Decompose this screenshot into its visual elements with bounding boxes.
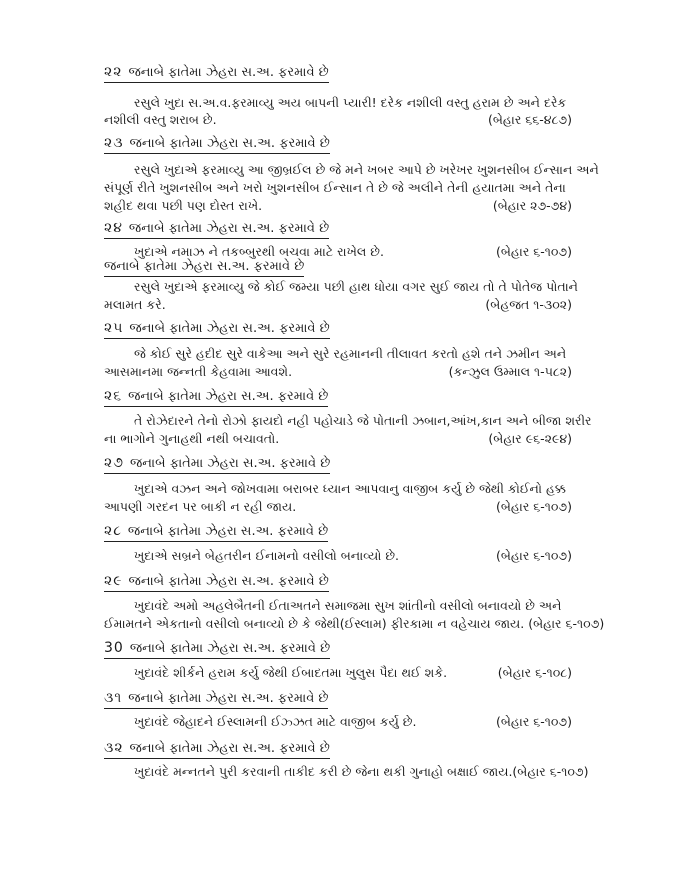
entry-title: જનાબે ફાતેમા ઝેહરા સ.અ. ફરમાવે છે	[129, 321, 330, 336]
entry-number: ૨૯	[104, 573, 123, 589]
entry-reference: (બેહાર ૬૬-૪૮૭)	[487, 112, 572, 127]
entry-reference: (બેહાર ૬-૧૦૭)	[495, 548, 572, 563]
entry-heading	[104, 259, 304, 277]
entry-reference: (કન્ઝુલ ઉમ્માલ ૧-૫૮૨)	[448, 364, 572, 379]
entry-number: ૨૩	[104, 135, 124, 151]
entry-text-line: જે કોઈ સુરે હદીદ સુરે વાકેઆ અને સુરે રહમાનની તીલાવત કરતો હશે તને ઝમીન અને	[134, 346, 567, 361]
entry-text-line: ખુદાવંદે મન્નતને પુરી કરવાની તાકીદ કરી છે જેના થકી ગુનાહો બક્ષાઈ જાય.(બેહાર ૬-૧૦૭)	[134, 764, 589, 779]
entry-reference: (બેહાર ૬-૧૦૭)	[495, 714, 572, 729]
entry-number: ૩૨	[104, 740, 124, 756]
entry-text-line: ખુદાવંદે અમો અહલેબૈતની ઈતાઅતને સમાજમા સુખ શાંતીનો વસીલો બનાવયો છે અને	[134, 598, 562, 613]
entry-text-line: ઈમામતને એકતાનો વસીલો બનાવ્યો છે કે જેથી(ઈસ્લામ) ફીરકામા ન વહેચાય જાય. (બેહાર ૬-૧૦૭)	[104, 616, 605, 631]
entry-text-line: ખુદાવંદે શીર્કને હરામ કર્યુ જેથી ઈબાદતમા ખુલુસ પૈદા થઈ શકે.	[134, 665, 448, 680]
entry-reference: (બેહાર ૬-૧૦૭)	[495, 499, 572, 514]
entry-text-line: રસુલે ખુદાએ ફરમાવ્યુ આ જીબ્રઈલ છે જે મને ખબર આપે છે ખરેખર ખુશનસીબ ઈન્સાન અને	[134, 162, 599, 177]
entry-text-line: આપણી ગરદન પર બાકી ન રહી જાય.	[104, 499, 297, 514]
entry-title: જનાબે ફાતેમા ઝેહરા સ.અ. ફરમાવે છે	[129, 741, 330, 756]
entry-number: ૩૧	[104, 690, 123, 706]
entry-title: જનાબે ફાતેમા ઝેહરા સ.અ. ફરમાવે છે	[127, 524, 329, 539]
entry-text-line: ખુદાએ વઝન અને જોખવામા બરાબર ધ્યાન આપવાનુ વાજીબ કર્યુ છે જેથી કોઈનો હક્ક	[134, 481, 566, 496]
entry-text-line: આસમાનમા જન્નતી કેહવામા આવશે.	[104, 364, 293, 379]
entry-title: જનાબે ફાતેમા ઝેહરા સ.અ. ફરમાવે છે	[128, 691, 329, 706]
entry-title: જનાબે ફાતેમા ઝેહરા સ.અ. ફરમાવે છે	[128, 221, 330, 236]
entry-heading	[104, 220, 329, 239]
entry-title: જનાબે ફાતેમા ઝેહરા સ.અ. ફરમાવે છે	[104, 259, 305, 274]
entry-text-line: સંપૂર્ણ રીતે ખુશનસીબ અને ખરો ખુશનસીબ ઈન્સાન તે છે જે અલીને તેની હયાતમા અને તેના	[104, 180, 566, 195]
entry-heading	[104, 388, 328, 407]
entry-title: જનાબે ફાતેમા ઝેહરા સ.અ. ફરમાવે છે	[128, 574, 329, 589]
entry-heading	[104, 523, 328, 542]
entry-title: જનાબે ફાતેમા ઝેહરા સ.અ. ફરમાવે છે	[129, 641, 331, 656]
entry-heading	[104, 690, 328, 709]
entry-number: ૨૫	[104, 320, 124, 336]
entry-heading	[104, 135, 330, 154]
entry-title: જનાબે ફાતેમા ઝેહરા સ.અ. ફરમાવે છે	[129, 456, 331, 471]
entry-heading	[104, 455, 330, 474]
entry-text-line: નશીલી વસ્તુ શરાબ છે.	[104, 112, 217, 127]
entry-reference: (બેહાર ૯૬-૨૯૪)	[488, 431, 572, 446]
entry-text-line: મલામત કરે.	[104, 297, 166, 312]
entry-text-line: ખુદાવંદે જેહાદને ઈસ્લામની ઈઝ્ઝત માટે વાજીબ કર્યુ છે.	[134, 714, 417, 729]
entry-reference: (બેહાર ૬-૧૦૭)	[495, 244, 572, 259]
entry-number: ૨૨	[104, 64, 123, 80]
entry-reference: (બેહાર ૨૭-૭૪)	[492, 198, 572, 213]
entry-text-line: તે રોઝેદારને તેનો રોઝો ફાયદો નહી પહોચાડે જે પોતાની ઝબાન,આંખ,કાન અને બીજા શરીર	[134, 413, 592, 428]
entry-heading	[104, 64, 329, 83]
entry-title: જનાબે ફાતેમા ઝેહરા સ.અ. ફરમાવે છે	[128, 65, 329, 80]
entry-text-line: રસુલે ખુદા સ.અ.વ.ફરમાવ્યુ અય બાપની પ્યારી! દરેક નશીલી વસ્તુ હરામ છે અને દરેક	[134, 95, 567, 110]
entry-number: ૨૬	[104, 388, 123, 404]
entry-number: ૨૪	[104, 220, 123, 236]
entry-heading	[104, 320, 330, 339]
entry-text-line: ખુદાએ નમાઝ ને તકબ્બુરથી બચવા માટે રાખેલ છે.	[134, 244, 384, 259]
entry-title: જનાબે ફાતેમા ઝેહરા સ.અ. ફરમાવે છે	[129, 136, 330, 151]
entry-title: જનાબે ફાતેમા ઝેહરા સ.અ. ફરમાવે છે	[128, 389, 329, 404]
entry-number: ૨૭	[104, 455, 124, 471]
entry-heading	[104, 573, 329, 592]
entry-text-line: રસુલે ખુદાએ ફરમાવ્યુ જે કોઈ જમ્યા પછી હાથ ધોયા વગર સુઈ જાય તો તે પોતેજ પોતાને	[134, 279, 578, 294]
entry-heading	[104, 740, 330, 759]
entry-number: ૨૮	[104, 523, 122, 539]
entry-reference: (બેહજત ૧-૩૦૨)	[485, 297, 572, 312]
entry-number: 30	[104, 640, 124, 656]
entry-text-line: શહીદ થવા પછી પણ દોસ્ત રાખે.	[104, 198, 263, 213]
entry-text-line: ખુદાએ સબ્રને બેહતરીન ઈનામનો વસીલો બનાવ્યો છે.	[134, 548, 399, 563]
entry-heading	[104, 640, 330, 659]
entry-reference: (બેહાર ૬-૧૦૮)	[497, 665, 572, 680]
entry-text-line: ના ભાગોને ગુનાહથી નથી બચાવતો.	[104, 431, 280, 446]
